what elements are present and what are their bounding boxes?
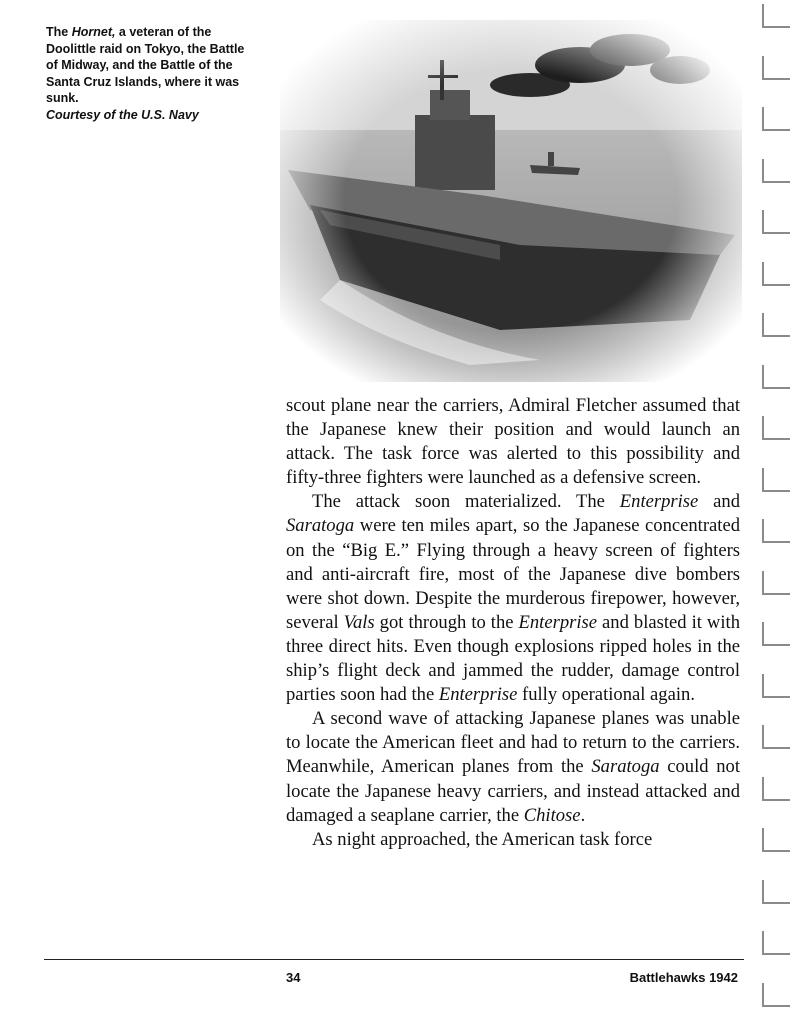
paragraph-4: As night approached, the American task force <box>312 828 653 850</box>
binder-tab-mark <box>762 571 784 595</box>
page-number: 34 <box>286 970 301 985</box>
binder-tab-mark <box>762 468 784 492</box>
binder-tab-mark <box>762 365 784 389</box>
binder-tab-mark <box>762 622 784 646</box>
binder-tab-mark <box>762 159 784 183</box>
binder-tab-mark <box>762 519 784 543</box>
binder-tab-mark <box>762 931 784 955</box>
binder-tab-mark <box>762 828 784 852</box>
paragraph-2: The attack soon materialized. The Enterprise and Saratoga were ten miles apart, so the Japanese concentrated on the “Big E.” Flying through a heavy screen of fighters and anti-aircraft fire, most of the Japanese dive bombers were shot down. Despite the murderous firepower, however, several Vals got through to the Enterprise and blasted it with three direct hits. Even though explosions ripped holes in the ship’s flight deck and jammed the rudder, damage control parties soon had the Enterprise fully operational again. <box>286 491 740 706</box>
caption-text: a veteran of the Doolittle raid on Tokyo, the Battle of Midway, and the Battle of the Santa Cruz Islands, where it was sunk. <box>46 25 245 105</box>
running-title: Battlehawks 1942 <box>629 970 738 985</box>
photo-caption <box>46 24 256 123</box>
binder-tab-mark <box>762 107 784 131</box>
carrier-photo <box>280 20 742 382</box>
caption-text-pre: The <box>46 25 72 39</box>
binder-tab-mark <box>762 210 784 234</box>
binder-tab-mark <box>762 416 784 440</box>
paragraph-1: scout plane near the carriers, Admiral Fletcher assumed that the Japanese knew their position and would launch an attack. The task force was alerted to this possibility and fifty-three fighters were launched as a defensive screen. <box>286 395 740 489</box>
binder-tab-mark <box>762 983 784 1007</box>
binder-tab-mark <box>762 4 784 28</box>
binder-tab-mark <box>762 262 784 286</box>
binder-tab-mark <box>762 313 784 337</box>
binder-tab-strip <box>758 0 800 1033</box>
binder-tab-mark <box>762 880 784 904</box>
caption-ship-name: Hornet, <box>71 25 116 39</box>
binder-tab-mark <box>762 674 784 698</box>
binder-tab-mark <box>762 725 784 749</box>
body-text <box>286 394 740 852</box>
footer-rule <box>44 959 744 960</box>
binder-tab-mark <box>762 777 784 801</box>
paragraph-3: A second wave of attacking Japanese planes was unable to locate the American fleet and had to return to the carriers. Meanwhile, American planes from the Saratoga could not locate the Japanese heavy carriers, and instead attacked and damaged a seaplane carrier, the Chitose. <box>286 708 740 826</box>
caption-credit: Courtesy of the U.S. Navy <box>46 107 199 122</box>
binder-tab-mark <box>762 56 784 80</box>
